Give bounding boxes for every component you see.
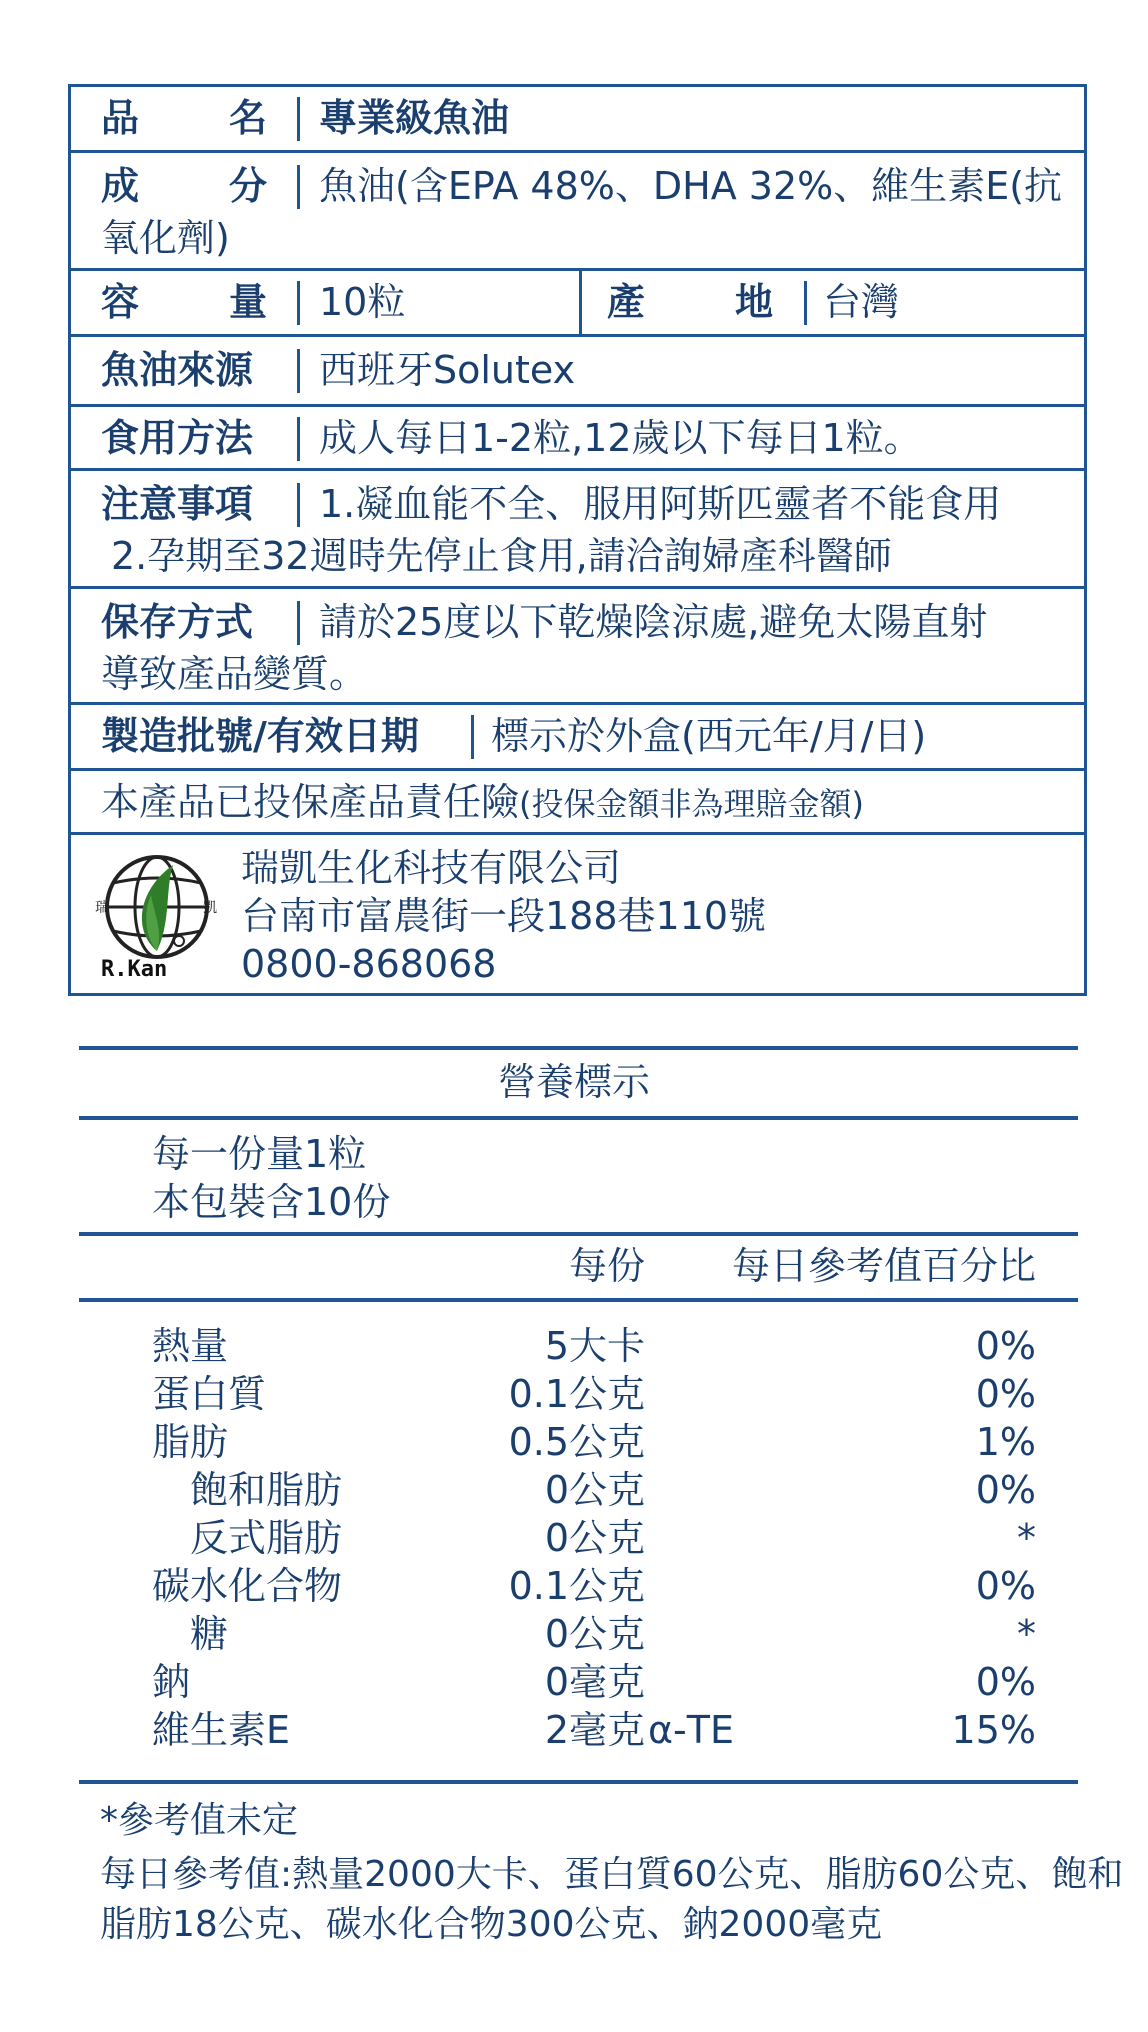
company-address: 台南市富農街一段188巷110號: [241, 894, 767, 938]
separator: [297, 165, 300, 209]
label-batch: 製造批號/有效日期: [101, 714, 419, 758]
label-usage: 食用方法: [101, 416, 254, 460]
row-product-name: [71, 87, 1084, 153]
row-ingredients: [71, 153, 1084, 271]
nutrient-name: 反式脂肪: [190, 1516, 343, 1560]
logo-left-char: 瑞: [95, 900, 109, 916]
product-name-value: 專業級魚油: [319, 96, 510, 140]
source-value: 西班牙Solutex: [319, 348, 576, 392]
caution-line1: 1.凝血能不全、服用阿斯匹靈者不能食用: [319, 482, 1002, 526]
label-ingredients: 成 分: [101, 164, 267, 208]
nutrition-row: [0, 1370, 1148, 1418]
label-volume: 容 量: [101, 280, 267, 324]
separator: [297, 97, 300, 141]
nutrient-amount: 0公克: [544, 1516, 645, 1560]
nutrition-divider: [79, 1298, 1078, 1302]
storage-line2: 導致產品變質。: [101, 652, 368, 696]
serving-size: 每一份量1粒: [152, 1132, 367, 1176]
nutrient-name: 碳水化合物: [152, 1564, 343, 1608]
col-daily-pct: 每日參考值百分比: [731, 1244, 1036, 1288]
nutrition-row: [0, 1562, 1148, 1610]
nutrient-daily-pct: 0%: [975, 1660, 1036, 1704]
nutrient-name: 糖: [190, 1612, 229, 1656]
nutrient-daily-pct: 15%: [951, 1708, 1036, 1752]
nutrition-top-line: [79, 1046, 1078, 1050]
nutrient-name: 維生素E: [152, 1708, 291, 1752]
product-label-box: [68, 84, 1087, 996]
nutrition-bottom-line: [79, 1780, 1078, 1784]
label-name: 品 名: [101, 96, 267, 140]
nutrient-amount: 0.1公克: [508, 1372, 645, 1416]
nutrition-row: [0, 1706, 1148, 1754]
nutrient-name: 脂肪: [152, 1420, 229, 1464]
company-phone: 0800-868068: [241, 942, 497, 986]
logo-right-char: 凱: [203, 900, 217, 916]
separator: [297, 483, 300, 527]
nutrition-title: 營養標示: [497, 1060, 650, 1104]
nutrition-divider: [79, 1116, 1078, 1120]
nutrition-row: [0, 1514, 1148, 1562]
nutrient-daily-pct: 1%: [975, 1420, 1036, 1464]
insurance-text: [101, 775, 864, 831]
column-divider: [579, 271, 582, 334]
separator: [471, 715, 474, 759]
nutrient-amount: 0毫克: [544, 1660, 645, 1704]
nutrient-amount: 0公克: [544, 1468, 645, 1512]
label-caution: 注意事項: [101, 482, 254, 526]
separator: [297, 417, 300, 461]
company-name: 瑞凱生化科技有限公司: [241, 846, 622, 890]
caution-line2: 2.孕期至32週時先停止食用,請洽詢婦產科醫師: [111, 534, 892, 578]
label-storage: 保存方式: [101, 600, 254, 644]
nutrition-row: [0, 1418, 1148, 1466]
servings-per-package: 本包裝含10份: [152, 1180, 391, 1224]
ingredients-value-line2: 氧化劑): [101, 216, 230, 260]
nutrient-amount: 5大卡: [544, 1324, 645, 1368]
row-source: [71, 337, 1084, 407]
insurance-note: (投保金額非為理賠金額): [519, 785, 864, 823]
nutrient-daily-pct: 0%: [975, 1564, 1036, 1608]
separator: [297, 281, 300, 325]
label-origin: 產 地: [607, 280, 773, 324]
nutrient-daily-pct: 0%: [975, 1372, 1036, 1416]
usage-value: 成人每日1-2粒,12歲以下每日1粒。: [319, 416, 922, 460]
batch-value: 標示於外盒(西元年/月/日): [491, 714, 927, 758]
note-star: *參考值未定: [100, 1800, 299, 1841]
nutrient-name: 飽和脂肪: [190, 1468, 343, 1512]
nutrition-row: [0, 1466, 1148, 1514]
origin-value: 台灣: [823, 280, 900, 324]
nutrient-name: 鈉: [152, 1660, 191, 1704]
row-insurance: [71, 771, 1084, 835]
insurance-main: 本產品已投保產品責任險: [101, 780, 520, 824]
separator: [297, 601, 300, 645]
nutrient-name: 熱量: [152, 1324, 229, 1368]
nutrient-amount: 0.5公克: [508, 1420, 645, 1464]
col-per-serving: 每份: [568, 1244, 645, 1288]
row-storage: [71, 589, 1084, 705]
row-volume-origin: [71, 271, 1084, 337]
nutrient-daily-pct: 0%: [975, 1468, 1036, 1512]
nutrient-amount: 0.1公克: [508, 1564, 645, 1608]
nutrient-daily-pct: 0%: [975, 1324, 1036, 1368]
nutrient-name: 蛋白質: [152, 1372, 267, 1416]
note-daily-line2: 脂肪18公克、碳水化合物300公克、鈉2000毫克: [100, 1904, 883, 1945]
nutrition-divider: [79, 1232, 1078, 1236]
nutrient-amount: 2毫克: [544, 1708, 645, 1752]
nutrient-daily-pct: *: [1017, 1612, 1036, 1656]
nutrient-amount-unit: α-TE: [648, 1708, 734, 1752]
separator: [804, 281, 807, 325]
ingredients-value-line1: 魚油(含EPA 48%、DHA 32%、維生素E(抗: [319, 164, 1063, 208]
row-usage: [71, 407, 1084, 471]
note-daily-line1: 每日參考值:熱量2000大卡、蛋白質60公克、脂肪60公克、飽和: [100, 1854, 1124, 1895]
row-company: [71, 835, 1084, 993]
storage-line1: 請於25度以下乾燥陰涼處,避免太陽直射: [319, 600, 988, 644]
row-caution: [71, 471, 1084, 589]
label-source: 魚油來源: [101, 348, 254, 392]
nutrition-row: [0, 1610, 1148, 1658]
nutrient-daily-pct: *: [1017, 1516, 1036, 1560]
separator: [297, 349, 300, 393]
volume-value: 10粒: [319, 280, 406, 324]
nutrient-amount: 0公克: [544, 1612, 645, 1656]
nutrition-row: [0, 1658, 1148, 1706]
nutrition-row: [0, 1322, 1148, 1370]
rkan-logo: [93, 851, 223, 981]
row-batch: [71, 705, 1084, 771]
logo-text: R.Kan: [101, 957, 168, 982]
